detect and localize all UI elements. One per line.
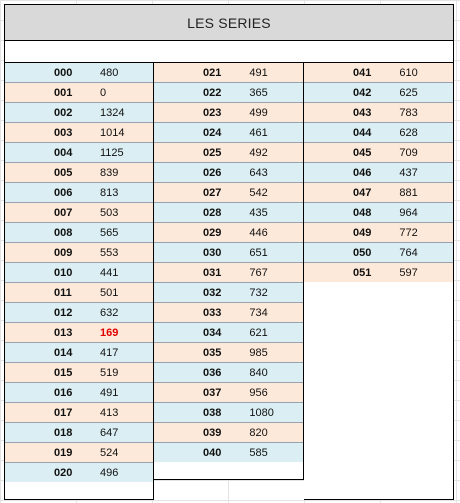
series-row[interactable] — [154, 143, 303, 163]
series-code: 015 — [54, 366, 73, 379]
series-code: 004 — [54, 146, 73, 159]
series-row[interactable] — [304, 143, 453, 163]
series-row[interactable] — [154, 363, 303, 383]
series-value: 767 — [249, 266, 268, 279]
series-row[interactable] — [5, 383, 153, 403]
series-code: 016 — [54, 386, 73, 399]
series-row[interactable] — [304, 123, 453, 143]
series-row[interactable] — [5, 263, 153, 283]
series-row[interactable] — [5, 343, 153, 363]
series-code: 036 — [203, 366, 222, 379]
series-value: 519 — [99, 366, 119, 379]
series-code: 038 — [203, 406, 222, 419]
series-code: 014 — [54, 346, 73, 359]
series-value: 0 — [99, 86, 107, 99]
series-code: 019 — [54, 446, 73, 459]
series-row[interactable] — [5, 123, 153, 143]
series-value: 610 — [399, 66, 418, 79]
series-code: 045 — [353, 146, 372, 159]
series-column-3 — [304, 63, 454, 500]
series-row[interactable] — [5, 63, 153, 83]
series-row[interactable] — [5, 463, 153, 482]
series-value: 491 — [99, 386, 119, 399]
series-column-1 — [4, 63, 154, 500]
series-row[interactable] — [304, 163, 453, 183]
series-code: 028 — [203, 206, 222, 219]
series-row[interactable] — [154, 163, 303, 183]
series-row[interactable] — [154, 223, 303, 243]
series-value: 417 — [99, 346, 119, 359]
series-row[interactable] — [5, 283, 153, 303]
series-row[interactable] — [154, 423, 303, 443]
series-code: 044 — [353, 126, 372, 139]
series-value: 1080 — [249, 406, 274, 419]
series-row[interactable] — [5, 363, 153, 383]
series-code: 021 — [203, 66, 222, 79]
series-column-2 — [154, 63, 304, 480]
series-row[interactable] — [5, 443, 153, 463]
series-value: 625 — [399, 86, 418, 99]
series-code: 027 — [203, 186, 222, 199]
series-value: 435 — [249, 206, 268, 219]
series-row[interactable] — [304, 103, 453, 123]
series-code: 026 — [203, 166, 222, 179]
series-value-highlight: 169 — [99, 326, 119, 339]
series-value: 496 — [99, 466, 119, 479]
series-value: 709 — [399, 146, 418, 159]
series-row[interactable] — [5, 423, 153, 443]
series-value: 643 — [249, 166, 268, 179]
series-code: 006 — [54, 186, 73, 199]
series-row[interactable] — [154, 343, 303, 363]
series-row[interactable] — [154, 383, 303, 403]
series-value: 446 — [249, 226, 268, 239]
series-row[interactable] — [5, 403, 153, 423]
series-value: 461 — [249, 126, 268, 139]
series-code: 048 — [353, 206, 372, 219]
series-value: 524 — [99, 446, 119, 459]
series-code: 018 — [54, 426, 73, 439]
series-code: 039 — [203, 426, 222, 439]
series-row[interactable] — [5, 323, 153, 343]
series-row[interactable] — [154, 63, 303, 83]
series-code: 035 — [203, 346, 222, 359]
series-code: 030 — [203, 246, 222, 259]
series-value: 985 — [249, 346, 268, 359]
series-code: 023 — [203, 106, 222, 119]
series-row[interactable] — [304, 83, 453, 103]
series-value: 503 — [99, 206, 119, 219]
series-code: 041 — [353, 66, 372, 79]
series-code: 025 — [203, 146, 222, 159]
series-row[interactable] — [304, 263, 453, 282]
series-row[interactable] — [154, 83, 303, 103]
series-row[interactable] — [5, 223, 153, 243]
series-code: 051 — [353, 266, 372, 279]
series-row[interactable] — [5, 103, 153, 123]
series-value: 632 — [99, 306, 119, 319]
series-code: 040 — [203, 446, 222, 459]
series-value: 956 — [249, 386, 268, 399]
series-value: 1014 — [99, 126, 125, 139]
series-value: 501 — [99, 286, 119, 299]
series-value: 839 — [99, 166, 119, 179]
series-row[interactable] — [154, 263, 303, 283]
series-value: 491 — [249, 66, 268, 79]
series-code: 024 — [203, 126, 222, 139]
series-value: 621 — [249, 326, 268, 339]
series-row[interactable] — [154, 323, 303, 343]
series-code: 005 — [54, 166, 73, 179]
series-row[interactable] — [154, 203, 303, 223]
series-value: 565 — [99, 226, 119, 239]
series-code: 031 — [203, 266, 222, 279]
series-value: 964 — [399, 206, 418, 219]
series-value: 1324 — [99, 106, 125, 119]
series-code: 020 — [54, 466, 73, 479]
series-code: 034 — [203, 326, 222, 339]
blank-row[interactable] — [4, 41, 454, 63]
sheet-title[interactable]: LES SERIES — [4, 4, 454, 41]
series-value: 553 — [99, 246, 119, 259]
series-row[interactable] — [5, 143, 153, 163]
series-row[interactable] — [304, 243, 453, 263]
series-row[interactable] — [154, 283, 303, 303]
series-value: 628 — [399, 126, 418, 139]
series-value: 499 — [249, 106, 268, 119]
series-row[interactable] — [154, 443, 303, 462]
series-code: 000 — [54, 66, 73, 79]
series-value: 813 — [99, 186, 119, 199]
series-row[interactable] — [5, 163, 153, 183]
series-code: 029 — [203, 226, 222, 239]
series-value: 820 — [249, 426, 268, 439]
series-value: 881 — [399, 186, 418, 199]
series-value: 1125 — [99, 146, 124, 159]
series-code: 049 — [353, 226, 372, 239]
series-value: 772 — [399, 226, 418, 239]
series-row[interactable] — [154, 123, 303, 143]
series-code: 037 — [203, 386, 222, 399]
series-row[interactable] — [304, 223, 453, 243]
series-value: 597 — [399, 266, 418, 279]
series-value: 783 — [399, 106, 418, 119]
series-value: 365 — [249, 86, 268, 99]
series-value: 492 — [249, 146, 268, 159]
series-code: 008 — [54, 226, 73, 239]
series-code: 017 — [54, 406, 73, 419]
series-row[interactable] — [5, 303, 153, 323]
series-code: 013 — [54, 326, 73, 339]
series-row[interactable] — [5, 83, 153, 103]
series-code: 043 — [353, 106, 372, 119]
series-row[interactable] — [304, 63, 453, 83]
series-value: 480 — [99, 66, 119, 79]
series-code: 001 — [54, 86, 73, 99]
series-value: 413 — [99, 406, 119, 419]
series-code: 011 — [54, 286, 72, 299]
series-code: 010 — [54, 266, 73, 279]
series-value: 734 — [249, 306, 268, 319]
series-code: 007 — [54, 206, 73, 219]
series-row[interactable] — [154, 183, 303, 203]
series-code: 009 — [54, 246, 73, 259]
series-value: 542 — [249, 186, 268, 199]
series-row[interactable] — [154, 103, 303, 123]
series-row[interactable] — [5, 183, 153, 203]
series-value: 441 — [99, 266, 119, 279]
series-code: 032 — [203, 286, 222, 299]
series-value: 647 — [99, 426, 119, 439]
series-value: 585 — [249, 446, 268, 459]
series-row[interactable] — [154, 243, 303, 263]
series-row[interactable] — [304, 183, 453, 203]
series-value: 732 — [249, 286, 268, 299]
series-code: 002 — [54, 106, 73, 119]
series-code: 003 — [54, 126, 73, 139]
series-row[interactable] — [154, 303, 303, 323]
series-code: 047 — [353, 186, 372, 199]
series-code: 022 — [203, 86, 222, 99]
series-row[interactable] — [5, 203, 153, 223]
series-value: 764 — [399, 246, 418, 259]
series-code: 046 — [353, 166, 372, 179]
series-code: 042 — [353, 86, 372, 99]
series-value: 437 — [399, 166, 418, 179]
series-row[interactable] — [304, 203, 453, 223]
series-value: 651 — [249, 246, 268, 259]
series-row[interactable] — [5, 243, 153, 263]
series-code: 050 — [353, 246, 372, 259]
series-code: 033 — [203, 306, 222, 319]
series-row[interactable] — [154, 403, 303, 423]
series-code: 012 — [54, 306, 73, 319]
series-value: 840 — [249, 366, 268, 379]
